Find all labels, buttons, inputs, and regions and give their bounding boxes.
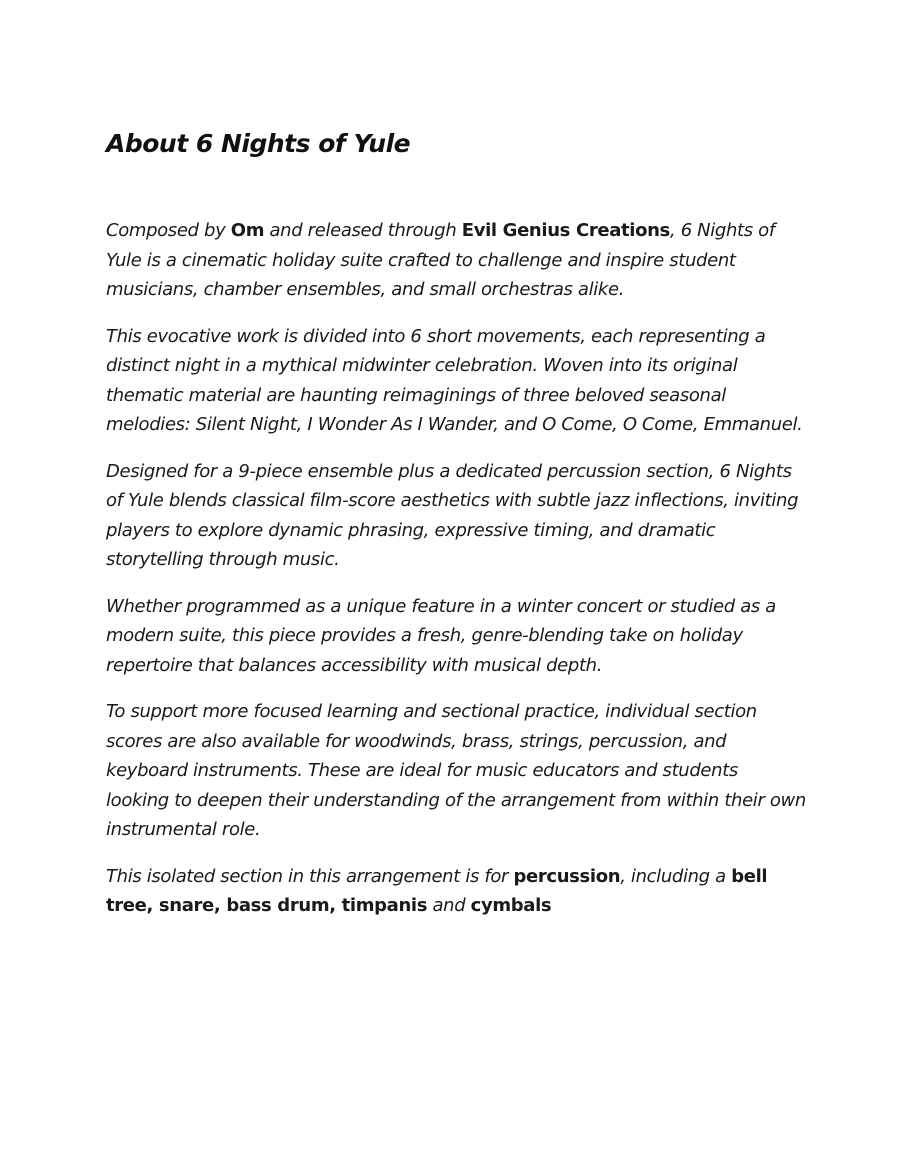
- instrument-last: cymbals: [470, 895, 552, 916]
- section-name: percussion: [513, 865, 621, 887]
- work-title: 6 Nights of Yule: [106, 220, 775, 271]
- text-span: is a cinematic holiday suite crafted to challenge and inspire student musicians, chamber ensembles, and small orchestras alike.: [106, 249, 736, 300]
- publisher-name: Evil Genius Creations: [461, 220, 670, 241]
- text-span: This evocative work is divided into 6 short movements, each representing a distinct night in a mythical midwinter celebration. Woven into its original thematic material are haunting reimaginings of three beloved seasonal melodies:: [106, 325, 766, 435]
- text-span: Composed by: [106, 220, 231, 241]
- instrument-list: bell tree, snare, bass drum, timpanis: [106, 865, 768, 916]
- paragraph-programming: Whether programmed as a unique feature in a winter concert or studied as a modern suite, this piece provides a fresh, genre-blending take on holiday repertoire that balances accessibility with musical depth.: [106, 595, 776, 676]
- paragraph-percussion: [106, 862, 806, 921]
- text-span: and: [498, 414, 543, 435]
- text-span: ,: [669, 220, 681, 241]
- work-title: 6 Nights of Yule: [106, 460, 792, 511]
- song-title: Silent Night,: [195, 414, 303, 435]
- title-prefix: About: [106, 129, 196, 158]
- paragraph-section-scores: To support more focused learning and sectional practice, individual section scores are also available for woodwinds, brass, strings, percussion, and keyboard instruments. These are ideal for music educators and students looking to deepen their understanding of the arrangement from within their own instrumental role.: [106, 701, 806, 840]
- text-span: This isolated section in this arrangement is for: [106, 865, 514, 887]
- text-span: , including a: [620, 865, 732, 887]
- text-span: and: [427, 895, 471, 916]
- text-span: blends classical film-score aesthetics with subtle jazz inflections, inviting players to explore dynamic phrasing, expressive timing, and dramatic storytelling through music.: [106, 490, 799, 570]
- paragraph-ensemble: [106, 457, 806, 575]
- song-title: I Wonder As I Wander,: [307, 414, 499, 435]
- text-span: Designed for a 9-piece ensemble plus a dedicated percussion section,: [106, 460, 720, 482]
- page-title: [106, 124, 806, 164]
- song-title: O Come, O Come, Emmanuel.: [542, 414, 803, 435]
- paragraph-movements: [106, 322, 806, 440]
- title-work-name: 6 Nights of Yule: [195, 129, 411, 158]
- document-page: [106, 124, 806, 938]
- paragraph-intro: [106, 216, 806, 305]
- text-span: and released through: [264, 220, 462, 241]
- composer-name: Om: [230, 220, 265, 241]
